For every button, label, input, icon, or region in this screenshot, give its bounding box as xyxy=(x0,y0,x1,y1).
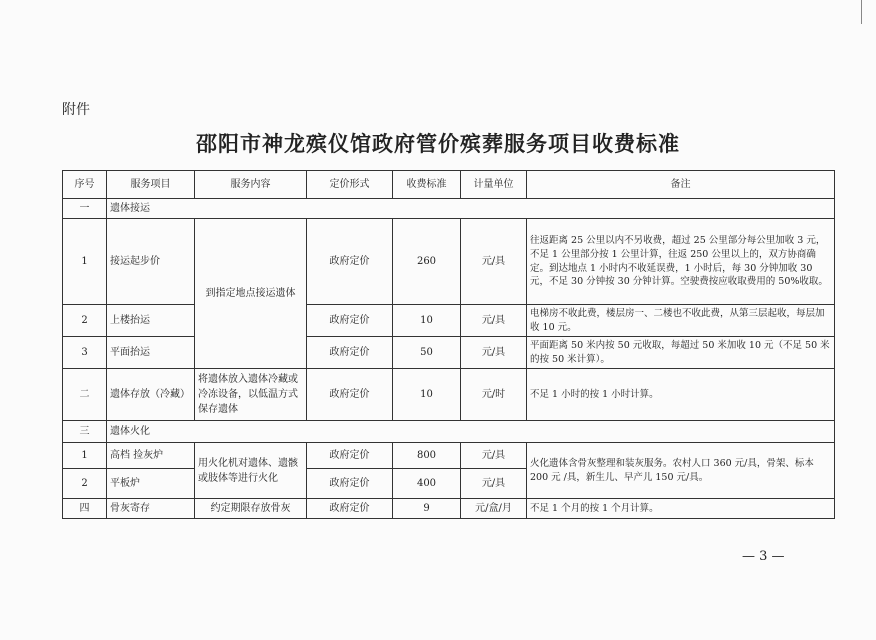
row-pricing: 政府定价 xyxy=(307,337,393,369)
row-content: 到指定地点接运遗体 xyxy=(195,219,307,369)
row-content: 将遗体放入遗体冷藏或冷冻设备，以低温方式保存遗体 xyxy=(195,369,307,421)
row-note: 电梯房不收此费，楼层房一、二楼也不收此费，从第三层起收，每层加收 10 元。 xyxy=(527,305,835,337)
row-note: 往返距离 25 公里以内不另收费，超过 25 公里部分每公里加收 3 元，不足 1 公里部分按 1 公里计算，往返 250 公里以上的，双方协商确定。到达地点 1 小时内不收延误费，1 小时后，每 30 分钟加收 30 元，不足 30 分钟按 30 分钟计算。空驶费按应收取费用的 50%收取。 xyxy=(527,219,835,305)
row-unit: 元/盒/月 xyxy=(461,499,527,519)
row-no: 2 xyxy=(63,469,107,499)
row-unit: 元/具 xyxy=(461,337,527,369)
row-note: 不足 1 个月的按 1 个月计算。 xyxy=(527,499,835,519)
table-row xyxy=(63,305,835,337)
col-header-note: 备注 xyxy=(527,171,835,199)
col-header-no: 序号 xyxy=(63,171,107,199)
row-item: 接运起步价 xyxy=(107,219,195,305)
section-no: 二 xyxy=(63,369,107,421)
table-row-ash-storage xyxy=(63,499,835,519)
row-note: 不足 1 小时的按 1 小时计算。 xyxy=(527,369,835,421)
row-fee: 10 xyxy=(393,369,461,421)
row-note: 火化遗体含骨灰整理和装灰服务。农村人口 360 元/具，骨架、标本 200 元 /具，新生儿、早产儿 150 元/具。 xyxy=(527,443,835,499)
section-name: 遗体接运 xyxy=(107,199,835,219)
row-pricing: 政府定价 xyxy=(307,305,393,337)
table-row xyxy=(63,337,835,369)
row-item: 骨灰寄存 xyxy=(107,499,195,519)
row-note: 平面距离 50 米内按 50 元收取，每超过 50 米加收 10 元（不足 50 米的按 50 米计算）。 xyxy=(527,337,835,369)
col-header-content: 服务内容 xyxy=(195,171,307,199)
table-row xyxy=(63,219,835,305)
row-unit: 元/具 xyxy=(461,469,527,499)
table-header-row xyxy=(63,171,835,199)
row-fee: 400 xyxy=(393,469,461,499)
row-fee: 50 xyxy=(393,337,461,369)
row-pricing: 政府定价 xyxy=(307,219,393,305)
page-edge-line xyxy=(861,0,862,24)
row-item: 高档 捡灰炉 xyxy=(107,443,195,469)
col-header-unit: 计量单位 xyxy=(461,171,527,199)
row-pricing: 政府定价 xyxy=(307,369,393,421)
row-no: 2 xyxy=(63,305,107,337)
table-row xyxy=(63,443,835,469)
row-fee: 800 xyxy=(393,443,461,469)
section-name: 遗体火化 xyxy=(107,421,835,443)
section-no: 一 xyxy=(63,199,107,219)
row-unit: 元/具 xyxy=(461,305,527,337)
row-content: 用火化机对遗体、遗骸或肢体等进行火化 xyxy=(195,443,307,499)
row-item: 遗体存放（冷藏） xyxy=(107,369,195,421)
row-unit: 元/具 xyxy=(461,219,527,305)
row-no: 3 xyxy=(63,337,107,369)
row-pricing: 政府定价 xyxy=(307,499,393,519)
row-pricing: 政府定价 xyxy=(307,469,393,499)
col-header-pricing: 定价形式 xyxy=(307,171,393,199)
row-item: 上楼抬运 xyxy=(107,305,195,337)
row-fee: 9 xyxy=(393,499,461,519)
row-unit: 元/具 xyxy=(461,443,527,469)
fee-table xyxy=(62,170,835,519)
row-no: 1 xyxy=(63,219,107,305)
section-no: 三 xyxy=(63,421,107,443)
col-header-fee: 收费标准 xyxy=(393,171,461,199)
row-pricing: 政府定价 xyxy=(307,443,393,469)
row-fee: 10 xyxy=(393,305,461,337)
col-header-item: 服务项目 xyxy=(107,171,195,199)
document-title: 邵阳市神龙殡仪馆政府管价殡葬服务项目收费标准 xyxy=(196,131,680,156)
section-row-transport xyxy=(63,199,835,219)
row-fee: 260 xyxy=(393,219,461,305)
table-row-storage xyxy=(63,369,835,421)
row-item: 平面抬运 xyxy=(107,337,195,369)
row-no: 1 xyxy=(63,443,107,469)
section-no: 四 xyxy=(63,499,107,519)
section-row-cremation xyxy=(63,421,835,443)
row-unit: 元/时 xyxy=(461,369,527,421)
row-item: 平板炉 xyxy=(107,469,195,499)
page-number: — 3 — xyxy=(742,549,785,564)
row-content: 约定期限存放骨灰 xyxy=(195,499,307,519)
annex-label: 附件 xyxy=(62,102,90,118)
